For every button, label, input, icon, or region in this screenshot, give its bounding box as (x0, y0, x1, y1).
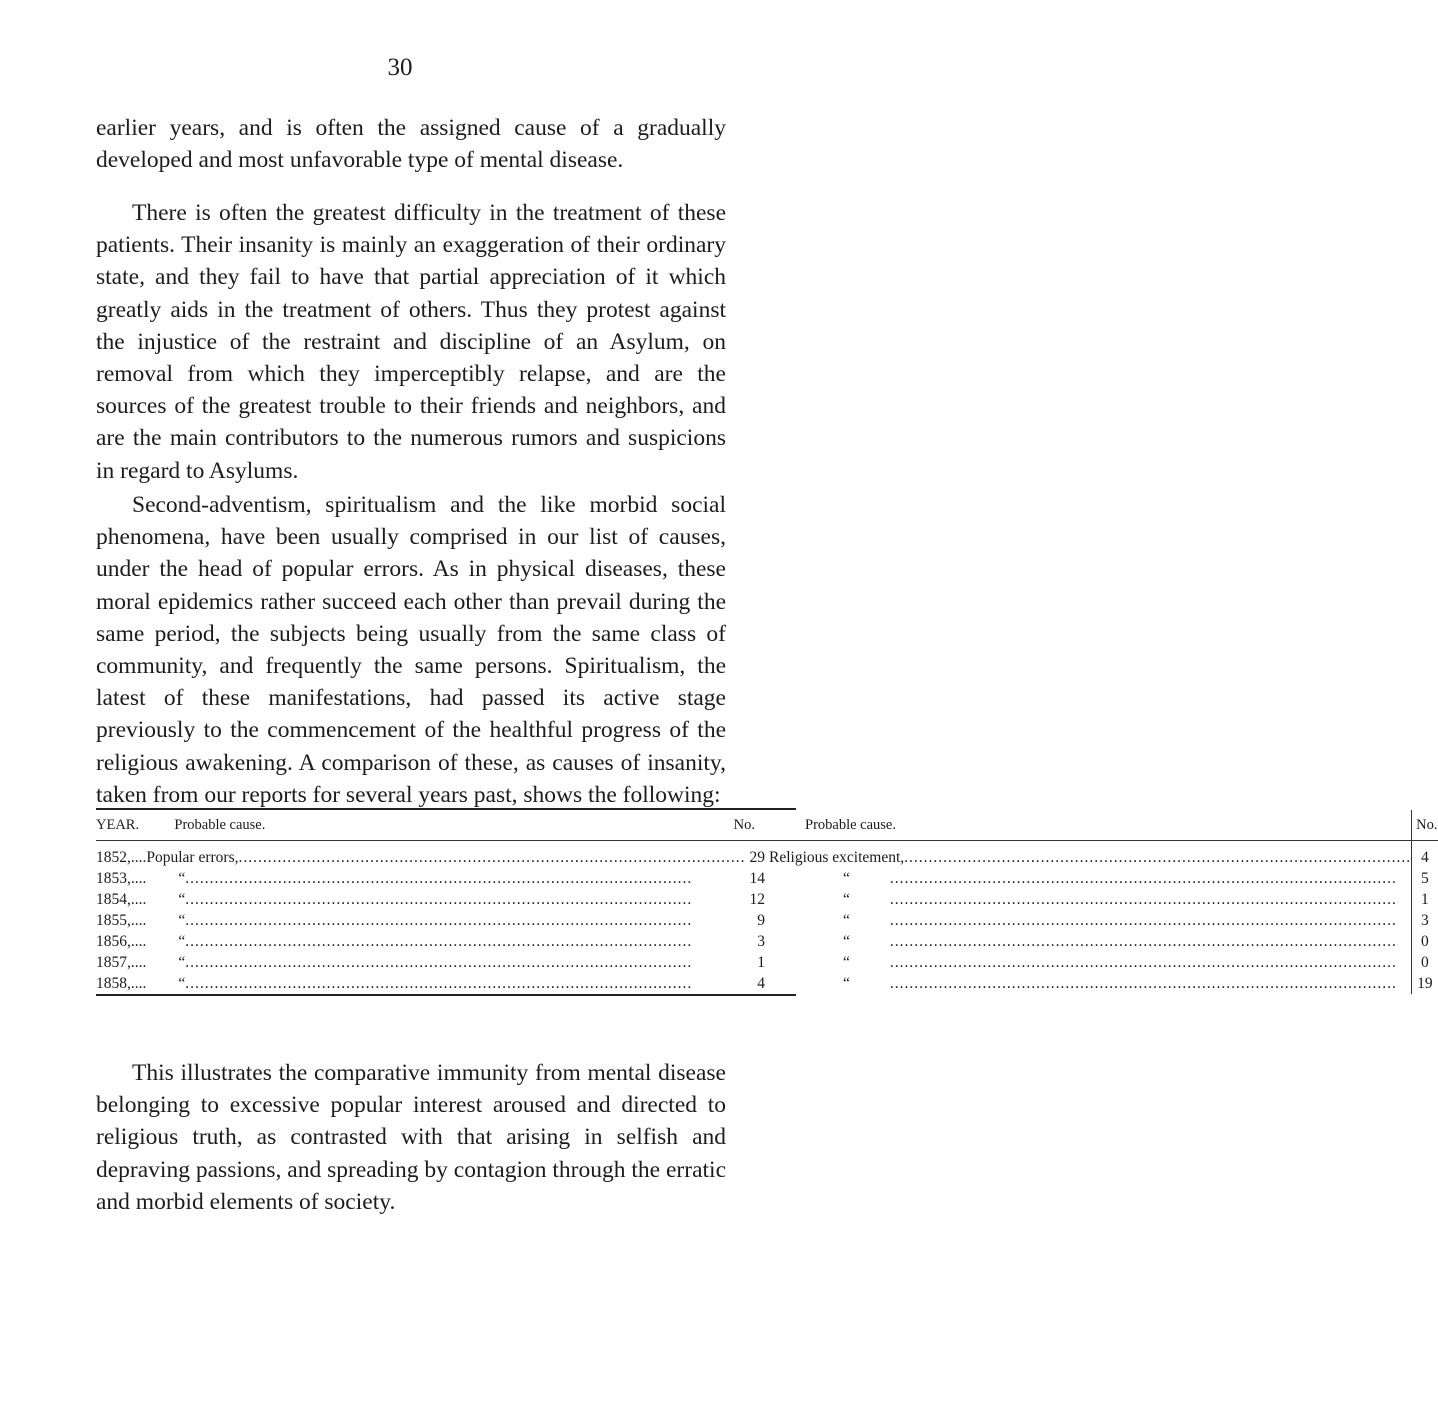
row-cause-2: “ (843, 933, 850, 950)
row-year: 1853,.... (96, 870, 147, 887)
leader-dots (850, 889, 1411, 910)
row-no-1: 1 (757, 954, 765, 971)
row-year: 1857,.... (96, 954, 147, 971)
table-row (96, 931, 1438, 952)
row-cause-1: “ (178, 870, 186, 887)
row-cause-2: “ (843, 870, 850, 887)
table-row (96, 868, 1438, 889)
row-year: 1852,.... (96, 849, 147, 866)
row-no-2: 4 (1412, 841, 1438, 869)
row-no-1: 29 (749, 849, 765, 866)
row-cause-2: “ (843, 912, 850, 929)
row-cause-2: Religious excitement, (769, 849, 905, 866)
row-no-2: 5 (1412, 868, 1438, 889)
leader-dots (904, 847, 1411, 868)
paragraph-3: Second-adventism, spiritualism and the like morbid social phenomena, have been usually comprised in our list of causes, under the head of popular errors. As in physical diseases, these moral epidemics rather succeed each other than prevail during the same period, the subjects being usually from the same class of community, and frequently the same persons. Spiritualism, the latest of these manifestations, had passed its active stage previously to the commencement of the healthful progress of the religious awakening. A comparison of these, as causes of insanity, taken from our reports for several years past, shows the following: (96, 492, 726, 808)
row-cause-2: “ (843, 954, 850, 971)
leader-dots (850, 868, 1411, 889)
table-row (96, 910, 1438, 931)
row-cause-1: “ (178, 891, 186, 908)
leader-dots (850, 973, 1411, 994)
leader-dots (185, 931, 753, 952)
row-year: 1855,.... (96, 912, 147, 929)
header-year: YEAR. (96, 816, 140, 833)
row-no-2: 0 (1412, 952, 1438, 973)
row-no-1: 3 (757, 933, 765, 950)
table-bottom-rule (96, 994, 796, 996)
row-year: 1854,.... (96, 891, 147, 908)
row-cause-2: “ (843, 975, 850, 992)
row-cause-1: “ (178, 954, 186, 971)
header-cause-1-label: Probable cause. (174, 816, 266, 833)
paragraph-4: This illustrates the comparative immunity from mental disease belonging to excessive popular interest aroused and directed to religious truth, as contrasted with that arising in selfish and depraving passions, and spreading by contagion through the erratic and morbid elements of society. (96, 1060, 726, 1215)
leader-dots (185, 910, 753, 931)
leader-dots (850, 952, 1411, 973)
header-cause-2: Probable cause. (805, 816, 896, 833)
leader-dots (185, 868, 745, 889)
row-cause-1: “ (178, 975, 186, 992)
row-no-2: 1 (1412, 889, 1438, 910)
row-no-1: 12 (749, 891, 765, 908)
table-row (96, 889, 1438, 910)
row-cause-2: “ (843, 891, 850, 908)
paragraph-1: earlier years, and is often the assigned cause of a gradually developed and most unfavorable type of mental disease. (96, 115, 726, 174)
leader-dots (185, 952, 753, 973)
table-row (96, 841, 1438, 869)
row-no-2: 3 (1412, 910, 1438, 931)
row-no-1: 4 (757, 975, 765, 992)
row-cause-1: “ (178, 912, 186, 929)
header-no-2: No. (1412, 810, 1438, 841)
table-header-row (96, 810, 1438, 841)
table-row (96, 952, 1438, 973)
row-cause-1: Popular errors, (146, 849, 239, 866)
header-no-1-label: No. (733, 816, 755, 833)
leader-dots (185, 973, 753, 994)
row-year: 1858,.... (96, 975, 147, 992)
leader-dots (185, 889, 745, 910)
paragraph-2: There is often the greatest difficulty in the treatment of these patients. Their insanity is mainly an exaggeration of their ordinary state, and they fail to have that partial appreciation of it which greatly aids in the treatment of others. Thus they protest against the injustice of the restraint and discipline of an Asylum, on removal from which they imperceptibly relapse, and are the sources of the greatest trouble to their friends and neighbors, and are the main contributors to the numerous rumors and suspicions in regard to Asylums. (96, 200, 726, 484)
row-no-2: 0 (1412, 931, 1438, 952)
header-cause-1 (146, 810, 765, 841)
leader-dots (239, 847, 746, 868)
row-no-1: 14 (749, 870, 765, 887)
leader-dots (850, 931, 1411, 952)
row-cause-1: “ (178, 933, 186, 950)
row-no-2: 19 (1412, 973, 1438, 994)
row-no-1: 9 (757, 912, 765, 929)
row-year: 1856,.... (96, 933, 147, 950)
page-number: 30 (387, 54, 413, 81)
causes-table (96, 808, 1438, 996)
table-row (96, 973, 1438, 994)
leader-dots (850, 910, 1411, 931)
